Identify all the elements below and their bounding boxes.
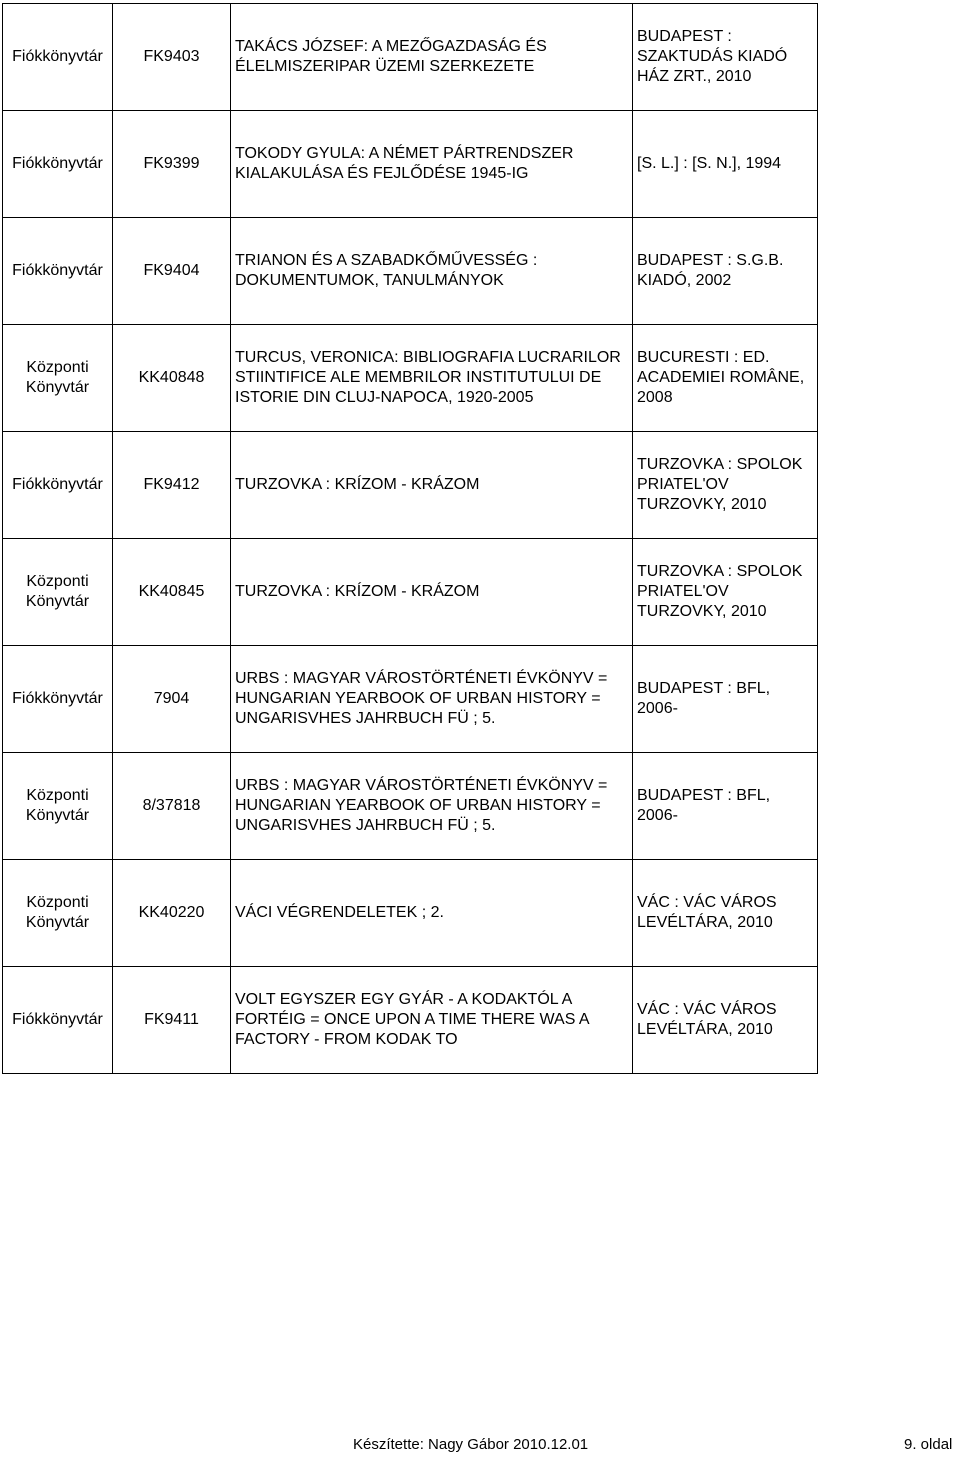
- title-cell: TURCUS, VERONICA: BIBLIOGRAFIA LUCRARILOR STIINTIFICE ALE MEMBRILOR INSTITUTULUI DE ISTORIE DIN CLUJ-NAPOCA, 1920-2005: [231, 325, 633, 432]
- publisher-cell: BUDAPEST : S.G.B. KIADÓ, 2002: [633, 218, 818, 325]
- table-row: [3, 218, 818, 325]
- publisher-cell: BUDAPEST : BFL, 2006-: [633, 646, 818, 753]
- call-number-cell: KK40848: [113, 325, 231, 432]
- call-number-cell: 7904: [113, 646, 231, 753]
- library-cell: Fiókkönyvtár: [3, 432, 113, 539]
- table-row: [3, 539, 818, 646]
- call-number-cell: 8/37818: [113, 753, 231, 860]
- library-cell: Fiókkönyvtár: [3, 4, 113, 111]
- title-cell: VÁCI VÉGRENDELETEK ; 2.: [231, 860, 633, 967]
- title-cell: URBS : MAGYAR VÁROSTÖRTÉNETI ÉVKÖNYV = HUNGARIAN YEARBOOK OF URBAN HISTORY = UNGARISVHES JAHRBUCH FÜ ; 5.: [231, 646, 633, 753]
- acquisitions-table: [2, 3, 818, 1074]
- publisher-cell: VÁC : VÁC VÁROS LEVÉLTÁRA, 2010: [633, 860, 818, 967]
- title-cell: TAKÁCS JÓZSEF: A MEZŐGAZDASÁG ÉS ÉLELMISZERIPAR ÜZEMI SZERKEZETE: [231, 4, 633, 111]
- table-row: [3, 4, 818, 111]
- call-number-cell: FK9404: [113, 218, 231, 325]
- publisher-cell: TURZOVKA : SPOLOK PRIATEL'OV TURZOVKY, 2010: [633, 539, 818, 646]
- call-number-cell: FK9403: [113, 4, 231, 111]
- table-row: [3, 753, 818, 860]
- title-cell: TOKODY GYULA: A NÉMET PÁRTRENDSZER KIALAKULÁSA ÉS FEJLŐDÉSE 1945-IG: [231, 111, 633, 218]
- library-cell: Központi Könyvtár: [3, 539, 113, 646]
- title-cell: TURZOVKA : KRÍZOM - KRÁZOM: [231, 432, 633, 539]
- publisher-cell: BUDAPEST : SZAKTUDÁS KIADÓ HÁZ ZRT., 2010: [633, 4, 818, 111]
- call-number-cell: KK40220: [113, 860, 231, 967]
- publisher-cell: VÁC : VÁC VÁROS LEVÉLTÁRA, 2010: [633, 967, 818, 1074]
- title-cell: VOLT EGYSZER EGY GYÁR - A KODAKTÓL A FORTÉIG = ONCE UPON A TIME THERE WAS A FACTORY - FROM KODAK TO: [231, 967, 633, 1074]
- table-body: [3, 4, 818, 1074]
- table-row: [3, 325, 818, 432]
- publisher-cell: BUCURESTI : ED. ACADEMIEI ROMÂNE, 2008: [633, 325, 818, 432]
- table-row: [3, 967, 818, 1074]
- publisher-cell: TURZOVKA : SPOLOK PRIATEL'OV TURZOVKY, 2010: [633, 432, 818, 539]
- library-cell: Központi Könyvtár: [3, 325, 113, 432]
- library-cell: Központi Könyvtár: [3, 753, 113, 860]
- call-number-cell: KK40845: [113, 539, 231, 646]
- title-cell: URBS : MAGYAR VÁROSTÖRTÉNETI ÉVKÖNYV = HUNGARIAN YEARBOOK OF URBAN HISTORY = UNGARISVHES JAHRBUCH FÜ ; 5.: [231, 753, 633, 860]
- table-row: [3, 432, 818, 539]
- call-number-cell: FK9399: [113, 111, 231, 218]
- table-row: [3, 860, 818, 967]
- title-cell: TURZOVKA : KRÍZOM - KRÁZOM: [231, 539, 633, 646]
- footer-page-number: 9. oldal: [904, 1436, 953, 1453]
- library-cell: Fiókkönyvtár: [3, 111, 113, 218]
- table-row: [3, 111, 818, 218]
- publisher-cell: BUDAPEST : BFL, 2006-: [633, 753, 818, 860]
- call-number-cell: FK9412: [113, 432, 231, 539]
- title-cell: TRIANON ÉS A SZABADKŐMŰVESSÉG : DOKUMENTUMOK, TANULMÁNYOK: [231, 218, 633, 325]
- footer-author: Készítette: Nagy Gábor 2010.12.01: [353, 1436, 589, 1453]
- library-cell: Fiókkönyvtár: [3, 646, 113, 753]
- table-row: [3, 646, 818, 753]
- library-cell: Központi Könyvtár: [3, 860, 113, 967]
- library-cell: Fiókkönyvtár: [3, 967, 113, 1074]
- call-number-cell: FK9411: [113, 967, 231, 1074]
- publisher-cell: [S. L.] : [S. N.], 1994: [633, 111, 818, 218]
- library-cell: Fiókkönyvtár: [3, 218, 113, 325]
